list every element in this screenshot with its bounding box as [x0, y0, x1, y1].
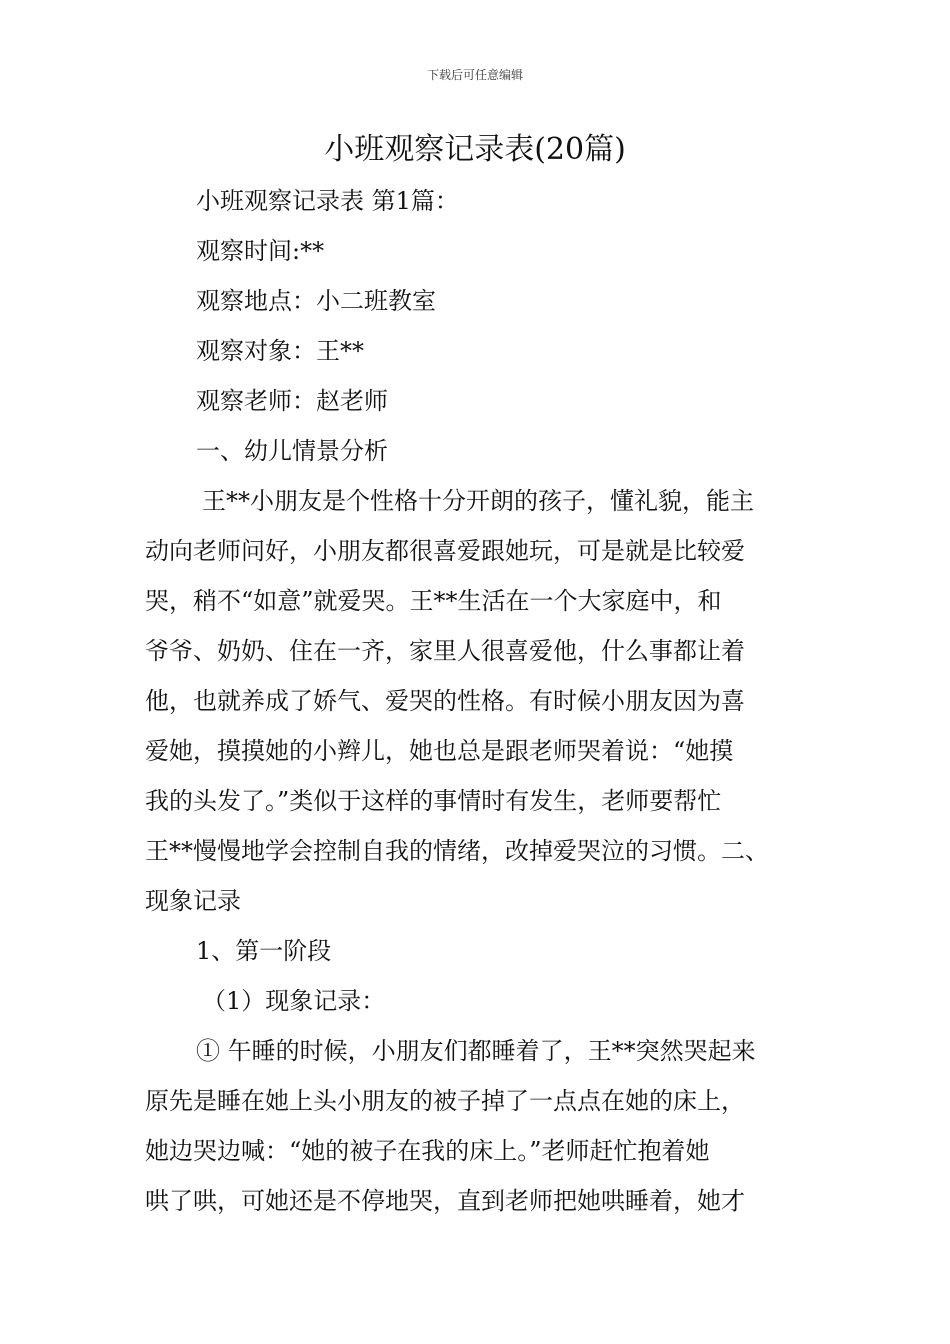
- paragraph-line: 王**小朋友是个性格十分开朗的孩子，懂礼貌，能主: [202, 487, 754, 515]
- paragraph-line: 动向老师问好，小朋友都很喜爱跟她玩，可是就是比较爱: [145, 537, 745, 565]
- paragraph-line: 他，也就养成了娇气、爱哭的性格。有时候小朋友因为喜: [145, 687, 745, 715]
- paragraph-line: 哄了哄，可她还是不停地哭，直到老师把她哄睡着，她才: [145, 1187, 745, 1215]
- paragraph-line: 爷爷、奶奶、住在一齐，家里人很喜爱他，什么事都让着: [145, 637, 745, 665]
- observation-teacher: 观察老师：赵老师: [196, 387, 388, 415]
- paragraph-line: 爱她，摸摸她的小辫儿，她也总是跟老师哭着说：“她摸: [145, 737, 734, 765]
- header-note: 下载后可任意编辑: [426, 68, 523, 82]
- stage-heading: 1、第一阶段: [196, 937, 332, 965]
- section-heading: 小班观察记录表 第1篇：: [196, 187, 459, 215]
- observation-subject: 观察对象：王**: [196, 337, 364, 365]
- paragraph-line: 我的头发了。”类似于这样的事情时有发生，老师要帮忙: [145, 787, 722, 815]
- paragraph-line: 哭，稍不“如意”就爱哭。王**生活在一个大家庭中，和: [145, 587, 722, 615]
- paragraph-line: 她边哭边喊：“她的被子在我的床上。”老师赶忙抱着她: [145, 1137, 710, 1165]
- observation-time: 观察时间:**: [196, 237, 325, 265]
- paragraph-line: 原先是睡在她上头小朋友的被子掉了一点点在她的床上，: [145, 1087, 745, 1115]
- record-heading: （1）现象记录：: [202, 987, 386, 1015]
- observation-location: 观察地点：小二班教室: [196, 287, 436, 315]
- paragraph-line: ① 午睡的时候，小朋友们都睡着了，王**突然哭起来: [196, 1037, 756, 1065]
- paragraph-line: 王**慢慢地学会控制自我的情绪，改掉爱哭泣的习惯。二、: [145, 837, 769, 865]
- document-title: 小班观察记录表(20篇): [324, 132, 626, 167]
- subheading-record: 现象记录: [145, 887, 241, 915]
- subheading-analysis: 一、幼儿情景分析: [196, 437, 388, 465]
